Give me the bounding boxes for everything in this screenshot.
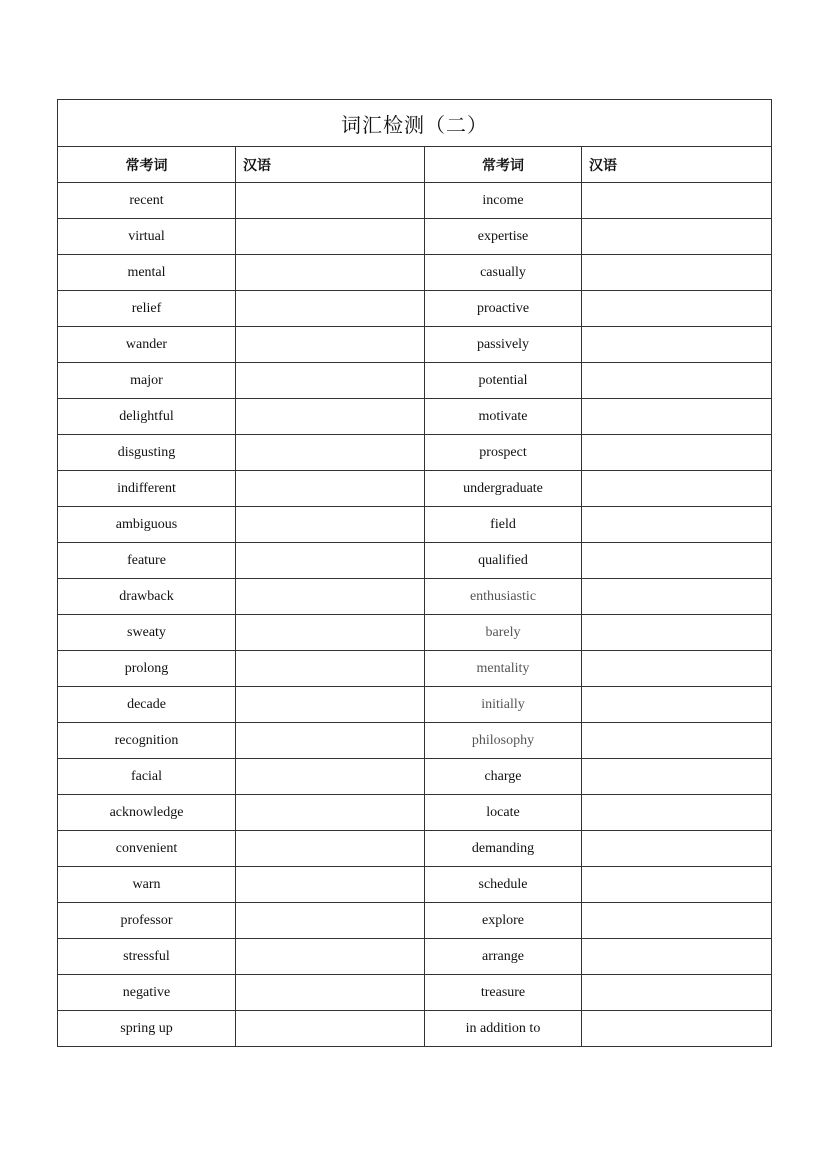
vocab-word-left: recognition (58, 723, 236, 759)
table-row (58, 939, 772, 975)
vocab-word-right: charge (425, 759, 582, 795)
vocab-word-right: potential (425, 363, 582, 399)
answer-cell-left[interactable] (236, 543, 425, 579)
vocab-word-left: negative (58, 975, 236, 1011)
vocab-word-left: spring up (58, 1011, 236, 1047)
vocab-word-left: sweaty (58, 615, 236, 651)
vocab-word-right: schedule (425, 867, 582, 903)
table-row (58, 327, 772, 363)
answer-cell-left[interactable] (236, 183, 425, 219)
header-left-chinese: 汉语 (236, 147, 425, 183)
header-left-word: 常考词 (58, 147, 236, 183)
answer-cell-left[interactable] (236, 327, 425, 363)
table-row (58, 1011, 772, 1047)
vocab-word-right: philosophy (425, 723, 582, 759)
answer-cell-right[interactable] (582, 327, 772, 363)
vocab-word-right: in addition to (425, 1011, 582, 1047)
answer-cell-right[interactable] (582, 867, 772, 903)
answer-cell-right[interactable] (582, 363, 772, 399)
vocab-word-left: disgusting (58, 435, 236, 471)
vocab-word-right: field (425, 507, 582, 543)
table-row (58, 543, 772, 579)
answer-cell-right[interactable] (582, 903, 772, 939)
page-title: 词汇检测（二） (58, 100, 772, 147)
answer-cell-left[interactable] (236, 219, 425, 255)
answer-cell-right[interactable] (582, 615, 772, 651)
answer-cell-left[interactable] (236, 723, 425, 759)
vocab-word-left: acknowledge (58, 795, 236, 831)
answer-cell-right[interactable] (582, 255, 772, 291)
table-row (58, 363, 772, 399)
table-row (58, 687, 772, 723)
table-row (58, 399, 772, 435)
header-right-chinese: 汉语 (582, 147, 772, 183)
vocab-word-left: relief (58, 291, 236, 327)
answer-cell-right[interactable] (582, 831, 772, 867)
table-row (58, 867, 772, 903)
vocab-word-left: facial (58, 759, 236, 795)
answer-cell-left[interactable] (236, 1011, 425, 1047)
table-row (58, 795, 772, 831)
vocab-word-right: treasure (425, 975, 582, 1011)
answer-cell-left[interactable] (236, 939, 425, 975)
vocab-word-left: feature (58, 543, 236, 579)
vocab-word-right: undergraduate (425, 471, 582, 507)
answer-cell-right[interactable] (582, 795, 772, 831)
answer-cell-left[interactable] (236, 255, 425, 291)
vocab-word-left: drawback (58, 579, 236, 615)
answer-cell-left[interactable] (236, 471, 425, 507)
vocab-word-left: indifferent (58, 471, 236, 507)
table-row (58, 291, 772, 327)
answer-cell-right[interactable] (582, 435, 772, 471)
table-row (58, 435, 772, 471)
answer-cell-right[interactable] (582, 759, 772, 795)
answer-cell-left[interactable] (236, 291, 425, 327)
vocabulary-worksheet (57, 99, 771, 1047)
vocab-word-left: prolong (58, 651, 236, 687)
answer-cell-left[interactable] (236, 975, 425, 1011)
vocab-word-left: professor (58, 903, 236, 939)
table-row (58, 507, 772, 543)
vocab-word-right: qualified (425, 543, 582, 579)
answer-cell-left[interactable] (236, 651, 425, 687)
vocab-word-right: enthusiastic (425, 579, 582, 615)
answer-cell-right[interactable] (582, 471, 772, 507)
answer-cell-left[interactable] (236, 579, 425, 615)
vocab-word-left: major (58, 363, 236, 399)
table-row (58, 831, 772, 867)
answer-cell-right[interactable] (582, 291, 772, 327)
table-row (58, 651, 772, 687)
vocab-word-left: delightful (58, 399, 236, 435)
answer-cell-right[interactable] (582, 183, 772, 219)
table-row (58, 579, 772, 615)
table-row (58, 219, 772, 255)
vocab-word-right: passively (425, 327, 582, 363)
answer-cell-left[interactable] (236, 759, 425, 795)
vocab-word-right: demanding (425, 831, 582, 867)
answer-cell-left[interactable] (236, 795, 425, 831)
vocab-word-left: convenient (58, 831, 236, 867)
answer-cell-right[interactable] (582, 723, 772, 759)
table-row (58, 183, 772, 219)
vocab-word-right: locate (425, 795, 582, 831)
vocab-word-left: stressful (58, 939, 236, 975)
table-row (58, 471, 772, 507)
table-row (58, 255, 772, 291)
vocabulary-table (57, 99, 772, 1047)
vocab-word-right: prospect (425, 435, 582, 471)
vocab-word-left: mental (58, 255, 236, 291)
vocab-word-right: casually (425, 255, 582, 291)
answer-cell-right[interactable] (582, 687, 772, 723)
answer-cell-left[interactable] (236, 615, 425, 651)
vocab-word-right: motivate (425, 399, 582, 435)
answer-cell-right[interactable] (582, 543, 772, 579)
vocab-word-right: explore (425, 903, 582, 939)
header-row (58, 147, 772, 183)
vocab-word-left: decade (58, 687, 236, 723)
answer-cell-right[interactable] (582, 939, 772, 975)
answer-cell-right[interactable] (582, 975, 772, 1011)
answer-cell-left[interactable] (236, 903, 425, 939)
vocab-word-right: expertise (425, 219, 582, 255)
vocab-word-left: wander (58, 327, 236, 363)
vocab-word-left: virtual (58, 219, 236, 255)
vocab-word-left: warn (58, 867, 236, 903)
vocab-word-right: initially (425, 687, 582, 723)
vocab-word-right: proactive (425, 291, 582, 327)
vocab-word-right: income (425, 183, 582, 219)
title-row (58, 100, 772, 147)
table-row (58, 615, 772, 651)
answer-cell-right[interactable] (582, 651, 772, 687)
header-right-word: 常考词 (425, 147, 582, 183)
answer-cell-right[interactable] (582, 579, 772, 615)
answer-cell-right[interactable] (582, 507, 772, 543)
table-row (58, 975, 772, 1011)
answer-cell-left[interactable] (236, 507, 425, 543)
vocab-word-right: barely (425, 615, 582, 651)
answer-cell-left[interactable] (236, 687, 425, 723)
answer-cell-right[interactable] (582, 399, 772, 435)
answer-cell-left[interactable] (236, 831, 425, 867)
table-row (58, 723, 772, 759)
answer-cell-left[interactable] (236, 867, 425, 903)
vocab-word-left: ambiguous (58, 507, 236, 543)
table-row (58, 759, 772, 795)
table-row (58, 903, 772, 939)
answer-cell-right[interactable] (582, 1011, 772, 1047)
answer-cell-left[interactable] (236, 435, 425, 471)
vocabulary-rows (58, 183, 772, 1047)
answer-cell-right[interactable] (582, 219, 772, 255)
vocab-word-right: arrange (425, 939, 582, 975)
vocab-word-left: recent (58, 183, 236, 219)
vocab-word-right: mentality (425, 651, 582, 687)
answer-cell-left[interactable] (236, 399, 425, 435)
answer-cell-left[interactable] (236, 363, 425, 399)
